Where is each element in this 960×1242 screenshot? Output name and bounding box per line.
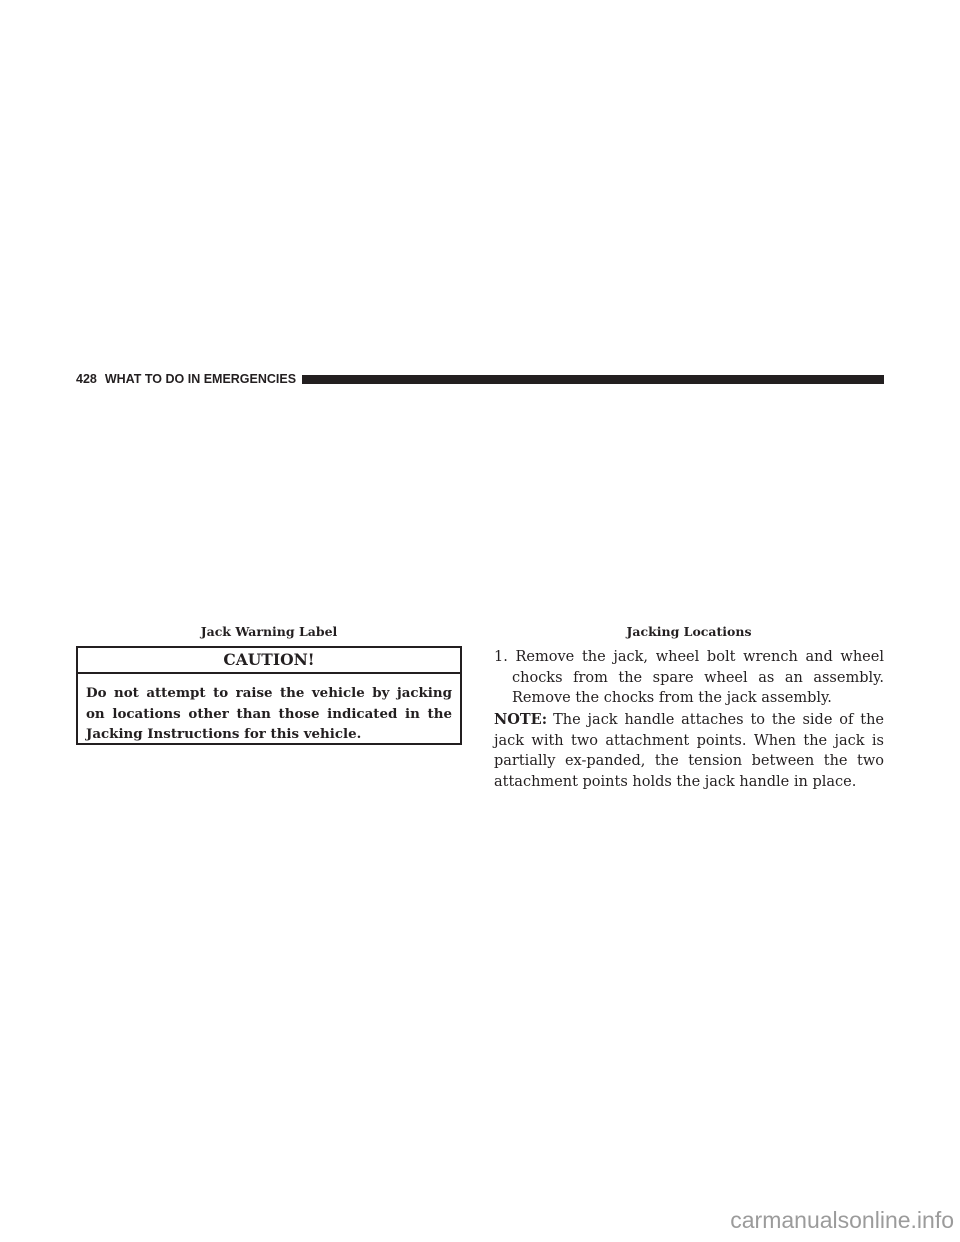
watermark: carmanualsonline.info [730,1207,954,1233]
header-rule [302,375,884,384]
page-number: 428 [76,372,97,386]
caution-text: Do not attempt to raise the vehicle by jacking on locations other than those indicated in the Jacking Instructions for this vehicle. [86,685,452,742]
note-text: The jack handle attaches to the side of the jack with two attachment points. When the jack is partially ex-panded, the tension between the two attachment points holds the jack handle in place. [494,712,884,790]
page-header [76,371,884,387]
note-label: NOTE: [494,711,548,728]
figure-caption-jacking-locations: Jacking Locations [626,624,752,639]
note-paragraph [494,710,884,792]
caution-box [76,646,462,745]
section-title: WHAT TO DO IN EMERGENCIES [104,372,297,386]
instruction-step-1: 1. Remove the jack, wheel bolt wrench and wheel chocks from the spare wheel as an assembly. Remove the chocks from the jack assembly. [494,649,884,706]
caution-title: CAUTION! [78,648,460,674]
figure-caption-jack-warning-label: Jack Warning Label [200,624,338,639]
